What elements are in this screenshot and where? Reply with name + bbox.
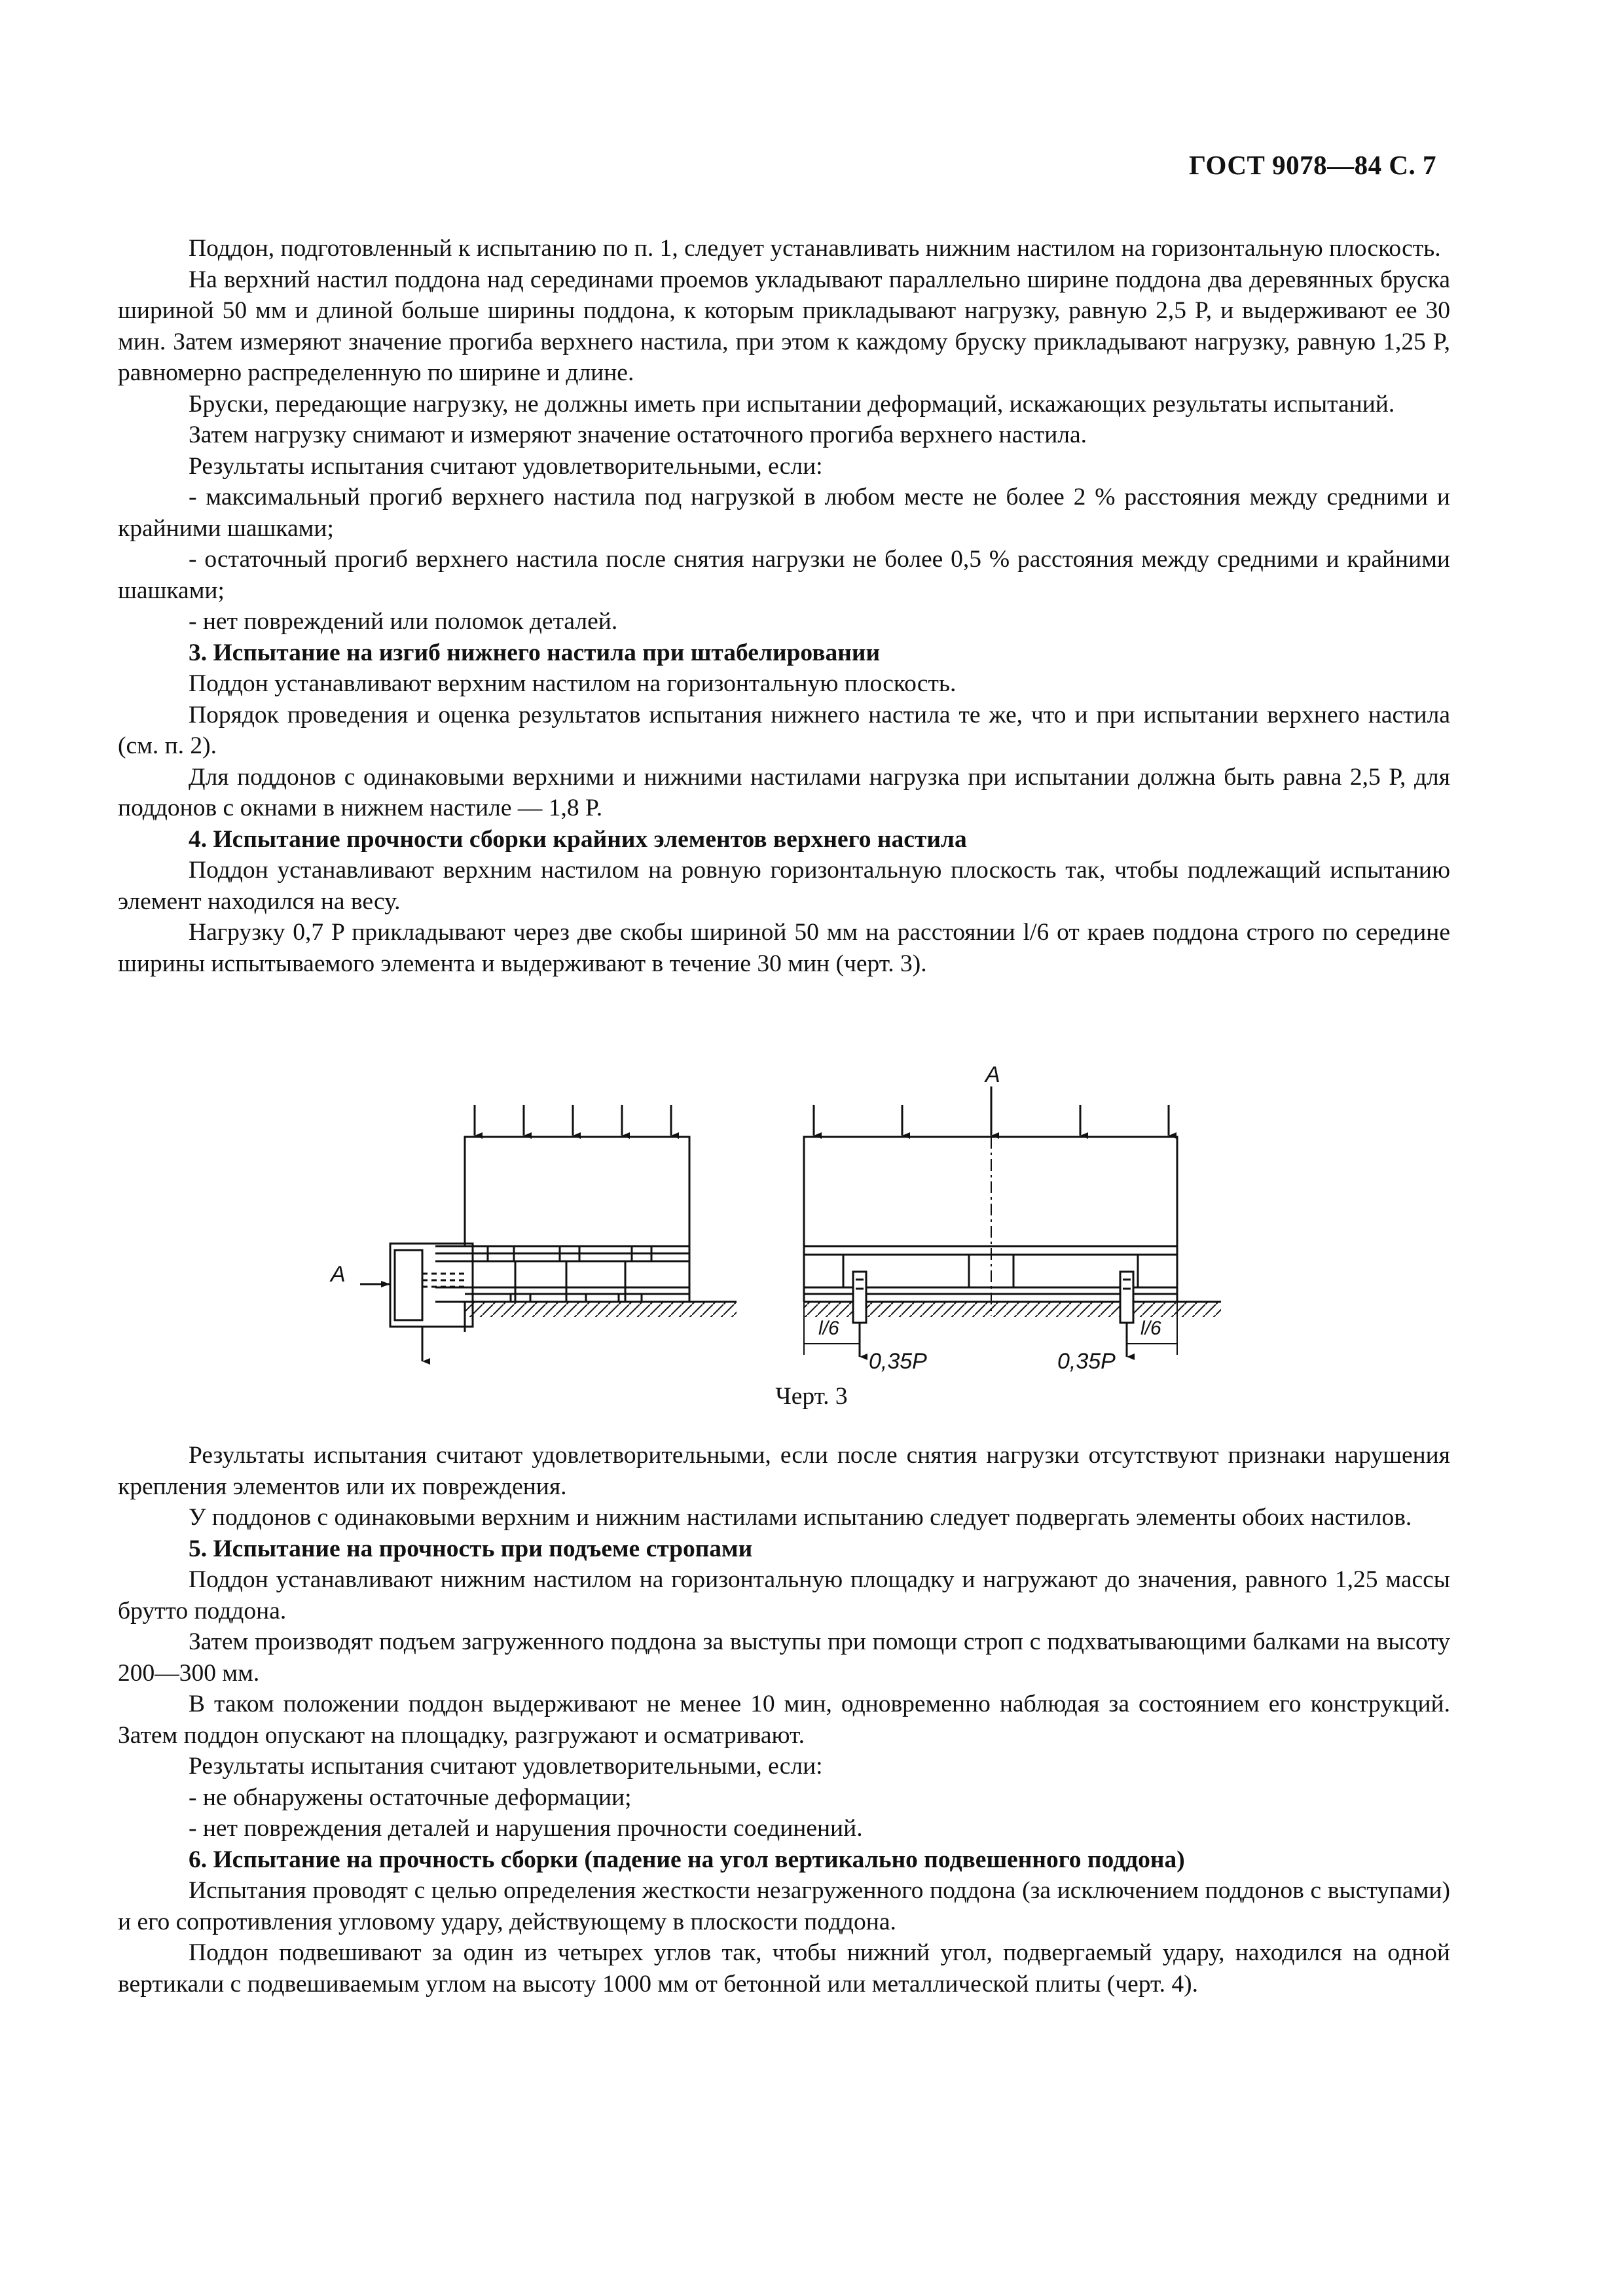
figure-caption: Черт. 3 <box>775 1383 848 1410</box>
page-header: ГОСТ 9078—84 С. 7 <box>1188 150 1436 180</box>
paragraph: - нет повреждения деталей и нарушения прочности соединений. <box>189 1815 863 1842</box>
label-l6-right: l/6 <box>1140 1318 1161 1339</box>
paragraph: - не обнаружены остаточные деформации; <box>189 1784 632 1811</box>
paragraph: Поддон подвешивают за один из четырех углов так, чтобы нижний угол, подвергаемый удару, находился на одной вертикали с подвешиваемым углом на высоту 1000 мм от бетонной или металлической плиты (черт. 4). <box>118 1939 1450 1998</box>
label-load-right: 0,35P <box>1057 1349 1116 1374</box>
paragraph: Поддон устанавливают нижним настилом на горизонтальную площадку и нагружают до значения, равного 1,25 массы брутто поддона. <box>118 1566 1450 1624</box>
paragraph: Нагрузку 0,7 P прикладывают через две скобы шириной 50 мм на расстоянии l/6 от краев поддона строго по середине ширины испытываемого элемента и выдерживают в течение 30 мин (черт. 3). <box>118 919 1450 977</box>
paragraph: Порядок проведения и оценка результатов испытания нижнего настила те же, что и при испытании верхнего настила (см. п. 2). <box>118 701 1450 759</box>
paragraph: Поддон, подготовленный к испытанию по п. 1, следует устанавливать нижним настилом на горизонтальную плоскость. <box>189 235 1441 262</box>
pallet-test-drawing <box>304 1064 1260 1378</box>
paragraph: У поддонов с одинаковыми верхним и нижним настилами испытанию следует подвергать элементы обоих настилов. <box>189 1504 1412 1531</box>
section-heading: 6. Испытание на прочность сборки (падение на угол вертикально подвешенного поддона) <box>189 1846 1185 1873</box>
paragraph: Затем производят подъем загруженного поддона за выступы при помощи строп с подхватывающими балками на высоту 200—300 мм. <box>118 1628 1450 1687</box>
paragraph: В таком положении поддон выдерживают не менее 10 мин, одновременно наблюдая за состоянием его конструкций. Затем поддон опускают на площадку, разгружают и осматривают. <box>118 1691 1450 1749</box>
label-a-left: A <box>331 1262 346 1287</box>
label-l6-left: l/6 <box>818 1318 839 1339</box>
paragraph: На верхний настил поддона над серединами проемов укладывают параллельно ширине поддона два деревянных бруска шириной 50 мм и длиной больше ширины поддона, к которым прикладывают нагрузку, равную 2,5 P, и выдерживают ее 30 мин. Затем измеряют значение прогиба верхнего настила, при этом к каждому бруску прикладывают нагрузку, равную 1,25 P, равномерно распределенную по ширине и длине. <box>118 266 1450 386</box>
front-view-right <box>804 1086 1221 1357</box>
paragraph: - нет повреждений или поломок деталей. <box>189 608 618 635</box>
paragraph: Результаты испытания считают удовлетворительными, если: <box>189 1753 823 1780</box>
paragraph: Бруски, передающие нагрузку, не должны иметь при испытании деформаций, искажающих результаты испытаний. <box>189 390 1395 418</box>
section-heading: 5. Испытание на прочность при подъеме стропами <box>189 1535 753 1562</box>
text-block-bottom <box>118 1440 1450 2000</box>
paragraph: Испытания проводят с целью определения жесткости незагруженного поддона (за исключением поддонов с выступами) и его сопротивления угловому удару, действующему в плоскости поддона. <box>118 1877 1450 1935</box>
paragraph: - остаточный прогиб верхнего настила после снятия нагрузки не более 0,5 % расстояния между средними и крайними шашками; <box>118 546 1450 604</box>
paragraph: - максимальный прогиб верхнего настила под нагрузкой в любом месте не более 2 % расстояния между средними и крайними шашками; <box>118 484 1450 542</box>
paragraph: Для поддонов с одинаковыми верхними и нижними настилами нагрузка при испытании должна быть равна 2,5 P, для поддонов с окнами в нижнем настиле — 1,8 P. <box>118 763 1450 821</box>
paragraph: Поддон устанавливают верхним настилом на ровную горизонтальную плоскость так, чтобы подлежащий испытанию элемент находился на весу. <box>118 857 1450 915</box>
paragraph: Затем нагрузку снимают и измеряют значение остаточного прогиба верхнего настила. <box>189 422 1087 448</box>
side-view-left <box>360 1105 737 1361</box>
figure-3 <box>304 1064 1260 1378</box>
paragraph: Результаты испытания считают удовлетворительными, если: <box>189 452 823 480</box>
label-load-left: 0,35P <box>869 1349 927 1374</box>
text-block-top <box>118 233 1450 979</box>
section-heading: 4. Испытание прочности сборки крайних элементов верхнего настила <box>189 825 967 853</box>
paragraph: Результаты испытания считают удовлетворительными, если после снятия нагрузки отсутствуют признаки нарушения крепления элементов или их повреждения. <box>118 1442 1450 1500</box>
label-a-top: A <box>985 1062 1000 1087</box>
paragraph: Поддон устанавливают верхним настилом на горизонтальную плоскость. <box>189 670 957 697</box>
section-heading: 3. Испытание на изгиб нижнего настила при штабелировании <box>189 639 881 666</box>
